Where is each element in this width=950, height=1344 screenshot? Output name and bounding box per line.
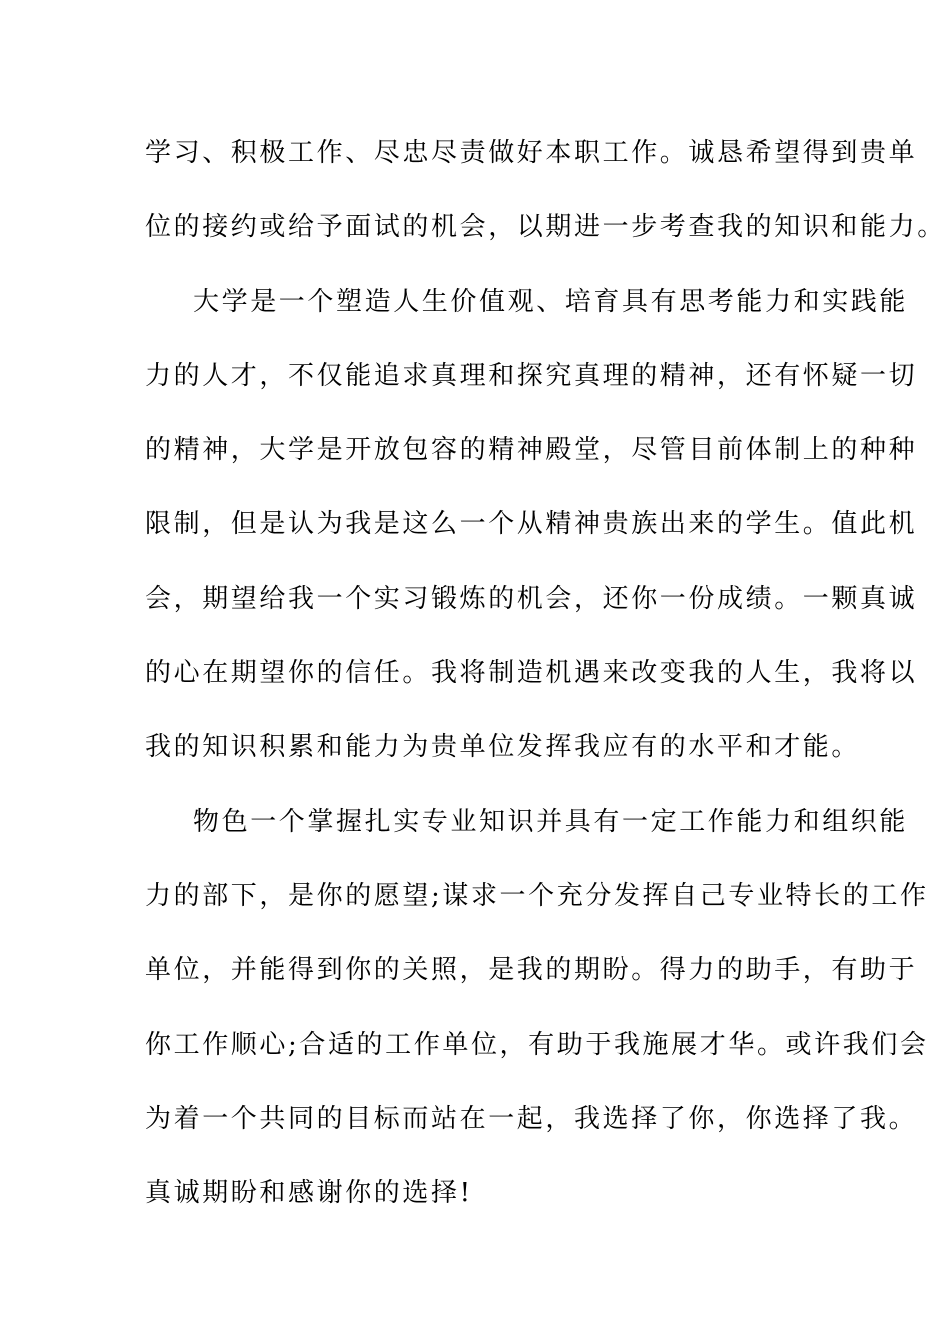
paragraph-start-line: 物色一个掌握扎实专业知识并具有一定工作能力和组织能	[193, 806, 909, 837]
text-line: 限制，但是认为我是这么一个从精神贵族出来的学生。值此机	[145, 509, 918, 540]
letter-body	[145, 128, 946, 1242]
text-line: 力的人才，不仅能追求真理和探究真理的精神，还有怀疑一切	[145, 360, 918, 391]
text-line: 你工作顺心;合适的工作单位，有助于我施展才华。或许我们会	[145, 1029, 929, 1060]
text-line: 为着一个共同的目标而站在一起，我选择了你，你选择了我。	[145, 1103, 918, 1134]
text-line: 单位，并能得到你的关照，是我的期盼。得力的助手，有助于	[145, 955, 918, 986]
text-line: 的精神，大学是开放包容的精神殿堂，尽管目前体制上的种种	[145, 435, 918, 466]
text-line: 真诚期盼和感谢你的选择!	[145, 1178, 473, 1209]
text-line: 会，期望给我一个实习锻炼的机会，还你一份成绩。一颗真诚	[145, 583, 918, 614]
text-line: 学习、积极工作、尽忠尽责做好本职工作。诚恳希望得到贵单	[145, 138, 918, 168]
text-line: 的心在期望你的信任。我将制造机遇来改变我的人生，我将以	[145, 658, 918, 689]
text-line: 位的接约或给予面试的机会，以期进一步考查我的知识和能力。	[145, 212, 946, 243]
text-line: 我的知识积累和能力为贵单位发挥我应有的水平和才能。	[145, 732, 861, 763]
paragraph-start-line: 大学是一个塑造人生价值观、培育具有思考能力和实践能	[193, 286, 909, 317]
text-line: 力的部下，是你的愿望;谋求一个充分发挥自己专业特长的工作	[145, 880, 929, 911]
